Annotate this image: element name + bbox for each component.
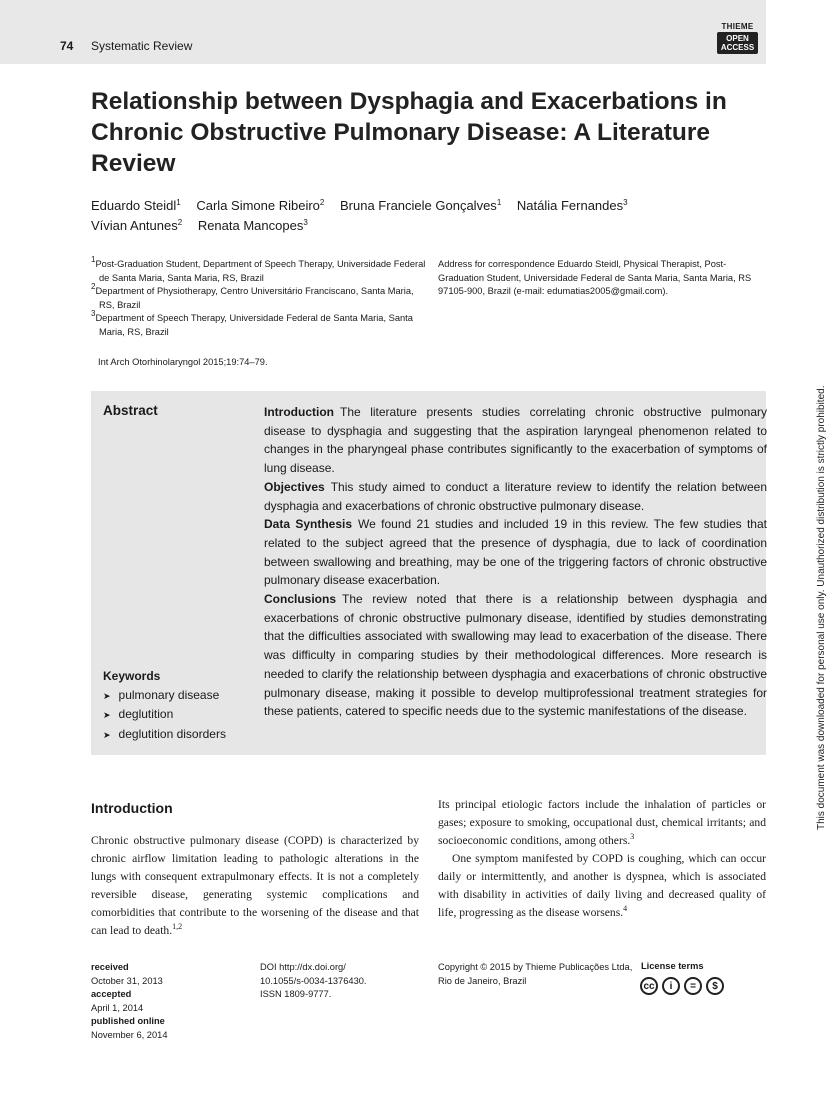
copyright: Copyright © 2015 by Thieme Publicações Ltda, Rio de Janeiro, Brazil: [438, 962, 633, 986]
license-terms[interactable]: License terms: [641, 961, 704, 971]
keywords: [103, 667, 226, 745]
author-list: [91, 196, 711, 236]
affiliation: $^3$Department of Speech Therapy, Universidade Federal de Santa Maria, Santa Maria, RS, Brazil: [91, 309, 413, 337]
abstract-heading: Abstract: [103, 403, 158, 418]
correspondence: Address for correspondence Eduardo Steidl, Physical Therapist, Post-Graduation Student, Universidade Federal de Santa Maria, Santa Maria, RS 97105-900, Brazil (e-mail: edumatias2005@gmail.com).: [438, 259, 752, 297]
affiliation: $^1$Post-Graduation Student, Department of Speech Therapy, Universidade Federal de Santa Maria, Santa Maria, RS, Brazil: [91, 255, 426, 283]
author: Renata Mancopes$^3$: [197, 218, 308, 233]
keyword-item: ➤ deglutition: [103, 705, 226, 725]
affiliation: $^2$Department of Physiotherapy, Centro Universitário Franciscano, Santa Maria, RS, Brazil: [91, 282, 414, 310]
citation: Int Arch Otorhinolaryngol 2015;19:74–79.: [98, 357, 268, 367]
section-label: Systematic Review: [91, 39, 193, 53]
author: Vívian Antunes$^2$: [91, 218, 183, 233]
section-heading: Introduction: [91, 800, 173, 816]
doi-info: DOI http://dx.doi.org/ 10.1055/s-0034-1376430. ISSN 1809-9777.: [260, 962, 367, 1000]
page-header: [0, 0, 766, 64]
author: Bruna Franciele Gonçalves$^1$: [340, 198, 502, 213]
article-title: Relationship between Dysphagia and Exacerbations in Chronic Obstructive Pulmonary Disease: A Literature Review: [91, 88, 727, 177]
thieme-open-access-logo: THIEME OPEN ACCESS: [717, 22, 758, 59]
nd-icon: =: [684, 977, 702, 995]
page-number: 74: [60, 39, 74, 53]
keyword-item: ➤ deglutition disorders: [103, 725, 226, 745]
keyword-item: ➤ pulmonary disease: [103, 686, 226, 706]
cc-icon: cc: [640, 977, 658, 995]
abstract-text: Introduction The literature presents studies correlating chronic obstructive pulmonary disease to dysphagia and suggesting that the aspiration laryngeal phenomenon related to changes in the pharyngeal phase contributes significantly to the exacerbation of symptoms of lung disease. Objectives This study aimed to conduct a literature review to identify the relation between dysphagia and exacerbations of chronic obstructive pulmonary disease. Data Synthesis We found 21 studies and included 19 in this review. The few studies that related to the subject agreed that the presence of dysphagia, due to lack of coordination between swallowing and breathing, may be one of the triggering factors of chronic obstructive pulmonary disease exacerbation. Conclusions The review noted that there is a relationship between dysphagia and exacerbations of chronic obstructive pulmonary disease, identified by studies demonstrating that the difficulties associated with swallowing may lead to exacerbation of the disease. There was difficulty in comparing studies by their methodological differences. More research is needed to clarify the relationship between dysphagia and exacerbations of chronic obstructive pulmonary disease, making it possible to develop multiprofessional treatment strategies for these patients, catered to specific needs due to the systemic manifestations of the disease.: [264, 405, 767, 719]
body-column-2: Its principal etiologic factors include the inhalation of particles or gases; exposure to smoking, occupational dust, chemical irritants; and socioeconomic conditions, among others.$^3$ One symptom manifested by COPD is coughing, which can occur daily or intermittently, and another is dyspnea, which is associated with disability in activities of daily living and decreased quality of life, progressing as the disease worsens.$^4$: [438, 798, 766, 919]
abstract-box: [91, 391, 766, 755]
author: Natália Fernandes$^3$: [516, 198, 628, 213]
author: Carla Simone Ribeiro$^2$: [196, 198, 325, 213]
side-notice: This document was downloaded for personal use only. Unauthorized distribution is strictly prohibited.: [816, 385, 827, 830]
nc-icon: $: [706, 977, 724, 995]
keywords-heading: Keywords: [103, 669, 161, 683]
body-column-1: Chronic obstructive pulmonary disease (COPD) is characterized by chronic airflow limitation leading to pathologic alterations in the lungs with consequent extrapulmonary effects. It is not a completely reversible disease, generating systemic complications and comorbidities that contribute to the worsening of the disease and that can lead to death.$^{1,2}$: [91, 834, 419, 937]
author: Eduardo Steidl$^1$: [91, 198, 181, 213]
cc-license-icons: [640, 977, 724, 995]
dates: received October 31, 2013 accepted April 1, 2014 published online November 6, 2014: [91, 962, 168, 1040]
by-icon: i: [662, 977, 680, 995]
affiliations: [91, 255, 431, 340]
doi-link[interactable]: http://dx.doi.org/: [279, 962, 346, 972]
